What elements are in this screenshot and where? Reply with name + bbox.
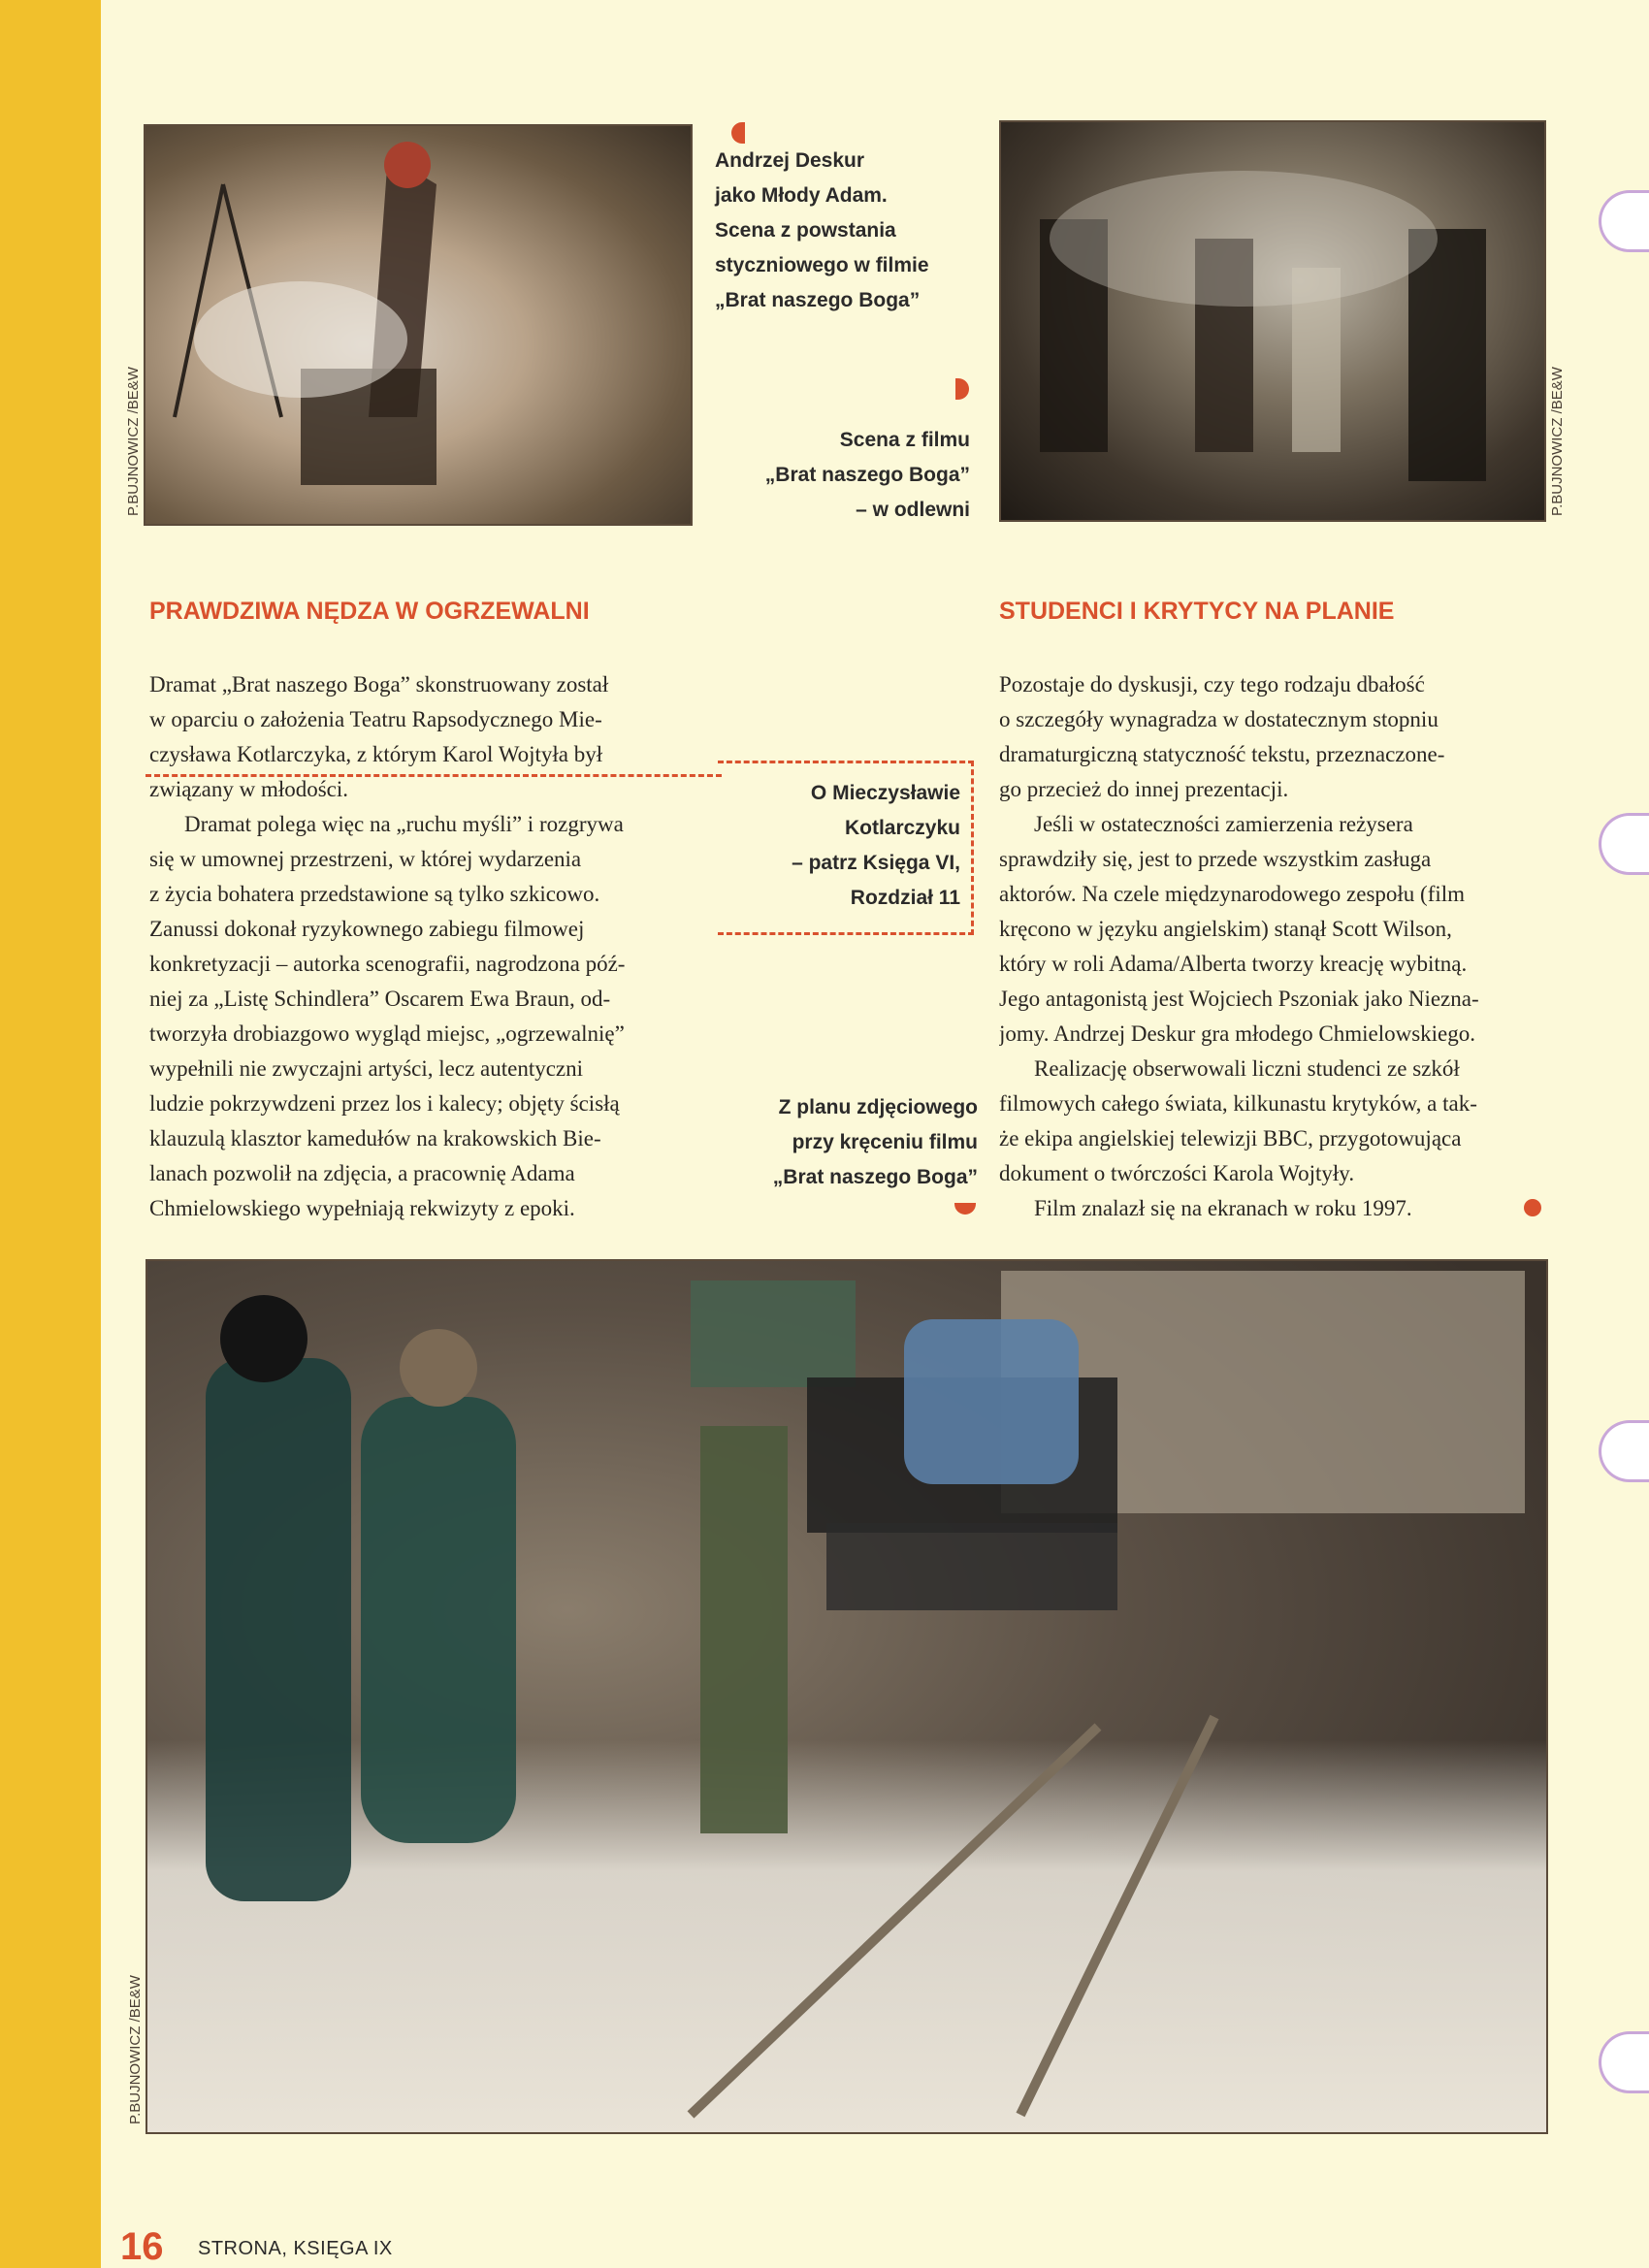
- text-line: Dramat „Brat naszego Boga” skonstruowany został: [149, 672, 609, 697]
- heading-right-article: STUDENCI I KRYTYCY NA PLANIE: [999, 598, 1395, 625]
- text-line: Realizację obserwowali liczni studenci ze szkół: [1034, 1056, 1460, 1081]
- text-line: sprawdziły się, jest to przede wszystkim zasługa: [999, 847, 1432, 871]
- sidebar-note: O Mieczysławie Kotlarczyku – patrz Księga VI, Rozdział 11: [792, 782, 960, 909]
- text-line: że ekipa angielskiej telewizji BBC, przygotowująca: [999, 1126, 1462, 1150]
- page-number: 16: [120, 2225, 164, 2268]
- photo-film-set: [146, 1259, 1548, 2134]
- text-line: Dramat polega więc na „ruchu myśli” i rozgrywa: [184, 812, 624, 836]
- text-line: dramaturgiczną statyczność tekstu, przeznaczone-: [999, 742, 1445, 766]
- text-line: tworzyła drobiazgowo wygląd miejsc, „ogrzewalnię”: [149, 1021, 625, 1046]
- text-line: się w umownej przestrzeni, w której wydarzenia: [149, 847, 582, 871]
- text-line: Pozostaje do dyskusji, czy tego rodzaju dbałość: [999, 672, 1425, 697]
- photo-credit: P.BUJNOWICZ /BE&W: [125, 367, 142, 516]
- caption-young-adam: Andrzej Deskur jako Młody Adam. Scena z powstania styczniowego w filmie „Brat naszego Boga”: [715, 149, 929, 311]
- text-line: klauzulą klasztor kamedułów na krakowskich Bie-: [149, 1126, 601, 1150]
- text-line: o szczegóły wynagradza w dostatecznym stopniu: [999, 707, 1439, 731]
- text-line: Jeśli w ostateczności zamierzenia reżysera: [1034, 812, 1413, 836]
- text-line: Film znalazł się na ekranach w roku 1997.: [1034, 1196, 1412, 1220]
- caption-film-set: Z planu zdjęciowego przy kręceniu filmu „Brat naszego Boga”: [772, 1096, 978, 1188]
- heading-left-article: PRAWDZIWA NĘDZA W OGRZEWALNI: [149, 598, 590, 625]
- photo-credit: P.BUJNOWICZ /BE&W: [127, 1975, 144, 2124]
- article-end-dot: [1524, 1199, 1541, 1216]
- photo-young-adam: [144, 124, 693, 526]
- text-line: który w roli Adama/Alberta tworzy kreację wybitną.: [999, 952, 1468, 976]
- caption-foundry: Scena z filmu „Brat naszego Boga” – w odlewni: [764, 429, 970, 521]
- text-line: Zanussi dokonał ryzykownego zabiegu filmowej: [149, 917, 585, 941]
- yellow-page-edge: [0, 0, 101, 2268]
- text-line: kręcono w języku angielskim) stanął Scott Wilson,: [999, 917, 1452, 941]
- footer-section: STRONA, KSIĘGA IX: [198, 2238, 393, 2259]
- text-line: wypełnili nie zwyczajni artyści, lecz autentyczni: [149, 1056, 584, 1081]
- text-line: filmowych całego świata, kilkunastu krytyków, a tak-: [999, 1091, 1477, 1116]
- right-article-body: [999, 667, 1544, 1226]
- text-line: dokument o twórczości Karola Wojtyły.: [999, 1161, 1355, 1185]
- text-line: Chmielowskiego wypełniają rekwizyty z epoki.: [149, 1196, 575, 1220]
- text-line: niej za „Listę Schindlera” Oscarem Ewa Braun, od-: [149, 987, 611, 1011]
- text-line: związany w młodości.: [149, 777, 349, 801]
- photo-foundry-scene: [999, 120, 1546, 522]
- left-article-body: [149, 667, 695, 1226]
- text-line: jomy. Andrzej Deskur gra młodego Chmielowskiego.: [999, 1021, 1476, 1046]
- text-line: w oparciu o założenia Teatru Rapsodycznego Mie-: [149, 707, 602, 731]
- text-line: z życia bohatera przedstawione są tylko szkicowo.: [149, 882, 600, 906]
- text-line: Jego antagonistą jest Wojciech Pszoniak jako Niezna-: [999, 987, 1479, 1011]
- photo-credit: P.BUJNOWICZ /BE&W: [1549, 367, 1566, 516]
- text-line: ludzie pokrzywdzeni przez los i kalecy; objęty ścisłą: [149, 1091, 620, 1116]
- text-line: konkretyzacji – autorka scenografii, nagrodzona póź-: [149, 952, 626, 976]
- text-line: lanach pozwolił na zdjęcia, a pracownię Adama: [149, 1161, 575, 1185]
- text-line: aktorów. Na czele międzynarodowego zespołu (film: [999, 882, 1466, 906]
- text-line: go przecież do innej prezentacji.: [999, 777, 1289, 801]
- text-line: czysława Kotlarczyka, z którym Karol Wojtyła był: [149, 742, 603, 766]
